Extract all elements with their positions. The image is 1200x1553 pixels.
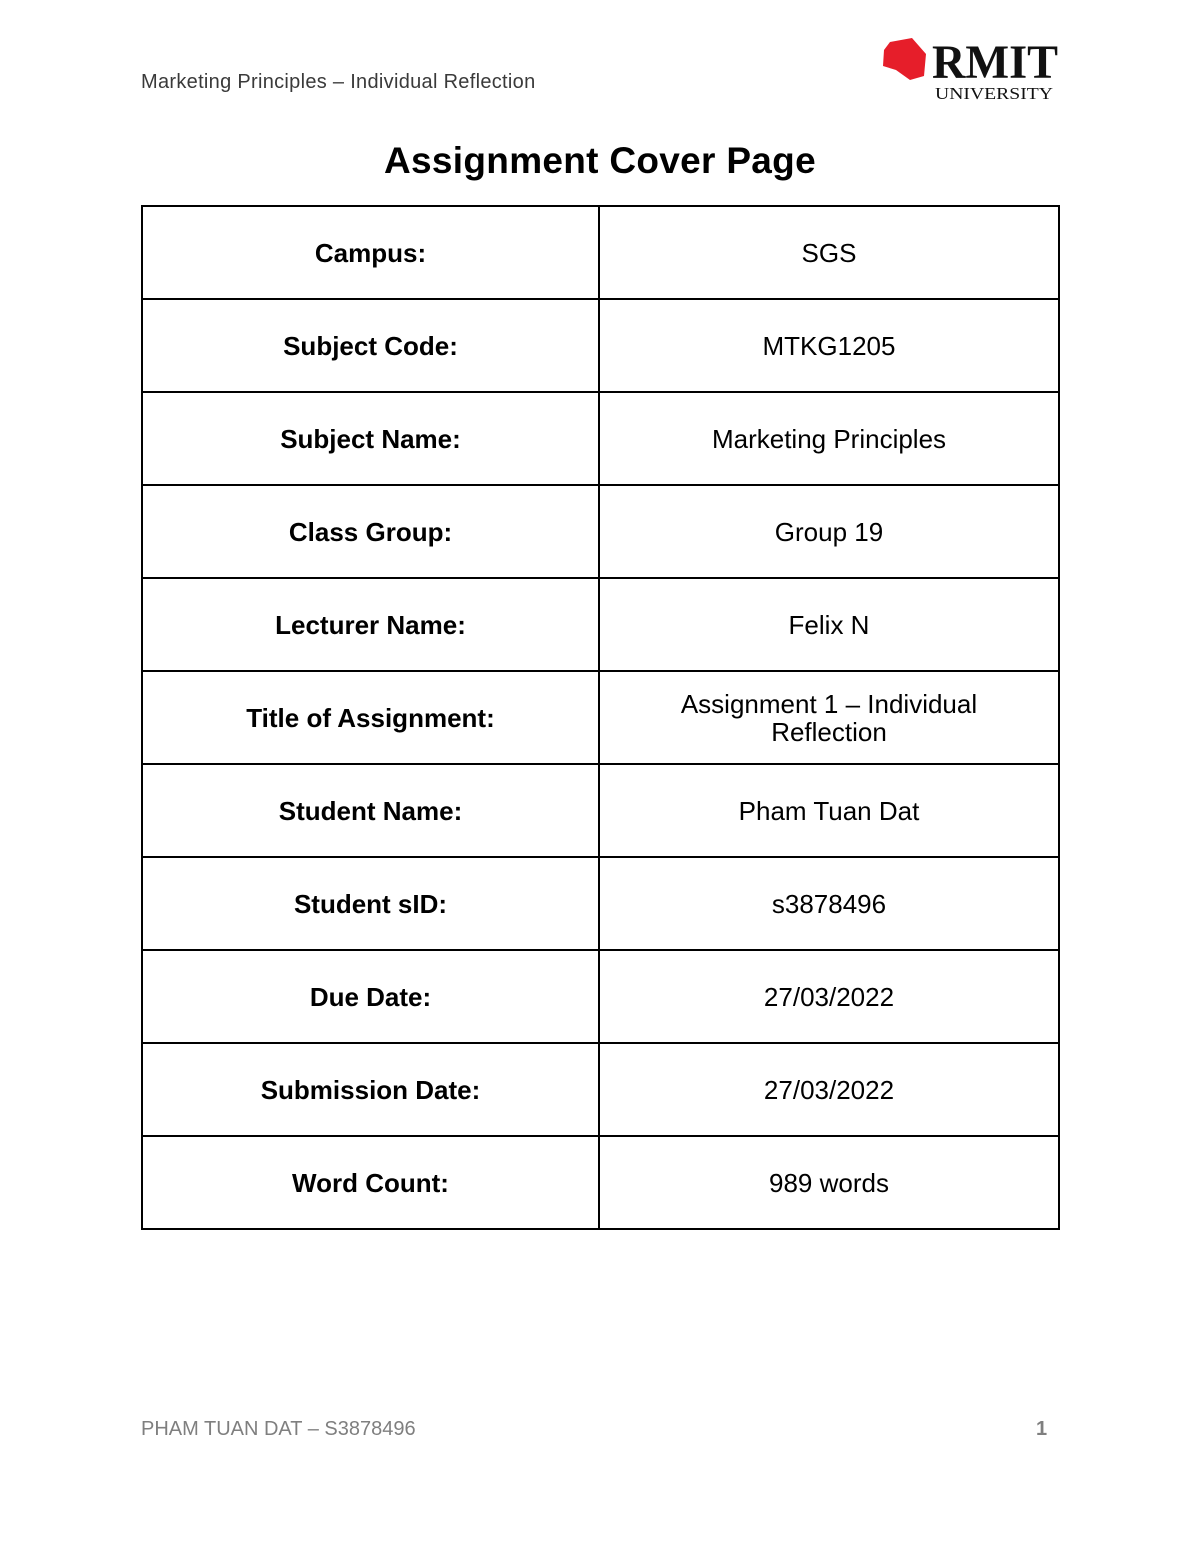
logo-subtitle: UNIVERSITY (935, 84, 1053, 100)
rmit-pixel-logo-mark (883, 38, 926, 80)
row-value: 989 words (599, 1136, 1059, 1229)
footer-author: PHAM TUAN DAT – S3878496 (141, 1418, 416, 1440)
row-label: Campus: (142, 206, 599, 299)
table-row-word-count (142, 1136, 1059, 1229)
row-label: Student sID: (142, 857, 599, 950)
table-row-lecturer-name (142, 578, 1059, 671)
page-number: 1 (1036, 1418, 1048, 1440)
table-row-campus (142, 206, 1059, 299)
row-label: Title of Assignment: (142, 671, 599, 764)
table-row-subject-code (142, 299, 1059, 392)
row-value: s3878496 (599, 857, 1059, 950)
cover-table (141, 205, 1060, 1230)
row-label: Student Name: (142, 764, 599, 857)
table-row-student-name (142, 764, 1059, 857)
row-label: Subject Name: (142, 392, 599, 485)
row-value: Pham Tuan Dat (599, 764, 1059, 857)
row-value: Felix N (599, 578, 1059, 671)
page-title: Assignment Cover Page (384, 140, 816, 181)
rmit-university-logo (880, 36, 1060, 100)
row-label: Class Group: (142, 485, 599, 578)
table-row-subject-name (142, 392, 1059, 485)
table-row-class-group (142, 485, 1059, 578)
row-label: Due Date: (142, 950, 599, 1043)
table-row-due-date (142, 950, 1059, 1043)
row-label: Word Count: (142, 1136, 599, 1229)
row-label: Submission Date: (142, 1043, 599, 1136)
running-header: Marketing Principles – Individual Reflection (141, 71, 536, 93)
logo-wordmark: RMIT (932, 36, 1058, 89)
row-label: Lecturer Name: (142, 578, 599, 671)
row-value: MTKG1205 (599, 299, 1059, 392)
row-value: Marketing Principles (599, 392, 1059, 485)
table-row-submission-date (142, 1043, 1059, 1136)
row-value: 27/03/2022 (599, 1043, 1059, 1136)
row-value: Assignment 1 – Individual Reflection (599, 671, 1059, 764)
row-value: SGS (599, 206, 1059, 299)
row-value: 27/03/2022 (599, 950, 1059, 1043)
table-row-assignment-title (142, 671, 1059, 764)
row-label: Subject Code: (142, 299, 599, 392)
row-value: Group 19 (599, 485, 1059, 578)
table-row-student-id (142, 857, 1059, 950)
